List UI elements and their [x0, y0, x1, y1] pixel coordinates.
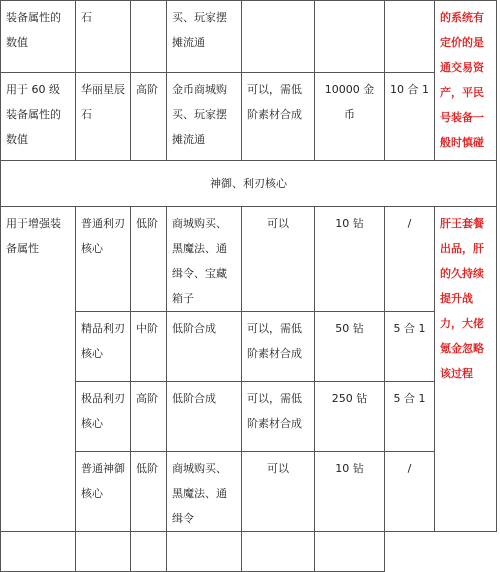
table-cell: 低阶: [131, 207, 167, 312]
table-cell: /: [385, 207, 435, 312]
section-row: [1, 161, 497, 207]
table-cell: 5 合 1: [385, 382, 435, 452]
table-cell: 可以，需低阶素材合成: [242, 312, 315, 382]
table-cell: 的系统有定价的是通交易资产，平民号装备一般时慎碰: [435, 1, 497, 161]
table-row: [1, 207, 497, 312]
table-cell: 中阶: [131, 312, 167, 382]
table-row: [1, 532, 497, 572]
table-row: [1, 452, 497, 532]
table-row: [1, 73, 497, 161]
table-cell: 华丽星辰石: [76, 73, 131, 161]
table-cell: 低阶: [131, 452, 167, 532]
table-row: [1, 312, 497, 382]
table-cell: [1, 532, 76, 572]
table-cell: 高阶: [131, 73, 167, 161]
table-cell: 极品利刃核心: [76, 382, 131, 452]
table-cell: 可以: [242, 207, 315, 312]
table-cell: 用于 60 级装备属性的数值: [1, 73, 76, 161]
table-cell: 普通利刃核心: [76, 207, 131, 312]
table-cell: [242, 1, 315, 73]
table-cell: [242, 532, 315, 572]
table-cell: 商城购买、黑魔法、通缉令: [167, 452, 242, 532]
table-cell: 低阶合成: [167, 382, 242, 452]
table-cell: 10000 金币: [315, 73, 385, 161]
table-cell: [315, 1, 385, 73]
table-cell: 用于增强装备属性: [1, 207, 76, 532]
table-cell: 10 钻: [315, 452, 385, 532]
table-cell: 高阶: [131, 382, 167, 452]
table-cell: 可以，需低阶素材合成: [242, 382, 315, 452]
table-cell: 精品利刃核心: [76, 312, 131, 382]
table-cell: [131, 532, 167, 572]
table-cell: 商城购买、黑魔法、通缉令、宝藏箱子: [167, 207, 242, 312]
table-cell: [315, 532, 385, 572]
table-row: [1, 382, 497, 452]
table-cell: 买、玩家摆摊流通: [167, 1, 242, 73]
table-cell: [76, 532, 131, 572]
table-cell: 石: [76, 1, 131, 73]
section-header: 神御、利刃核心: [1, 161, 497, 207]
table-cell: 可以，需低阶素材合成: [242, 73, 315, 161]
table-cell: [385, 1, 435, 73]
table-cell: 10 合 1: [385, 73, 435, 161]
table-cell: [131, 1, 167, 73]
table-cell: /: [385, 452, 435, 532]
table-cell: 低阶合成: [167, 312, 242, 382]
table-cell: 5 合 1: [385, 312, 435, 382]
table-row: [1, 1, 497, 73]
table-cell: 装备属性的数值: [1, 1, 76, 73]
table-cell: 可以: [242, 452, 315, 532]
table-cell: 10 钻: [315, 207, 385, 312]
table-cell: 金币商城购买、玩家摆摊流通: [167, 73, 242, 161]
table-cell: 50 钻: [315, 312, 385, 382]
table-cell: 肝王套餐出品，肝的久持续提升战力，大佬氪金忽略该过程: [435, 207, 497, 532]
table-cell: 普通神御核心: [76, 452, 131, 532]
table-cell: 250 钻: [315, 382, 385, 452]
table-cell: [167, 532, 242, 572]
